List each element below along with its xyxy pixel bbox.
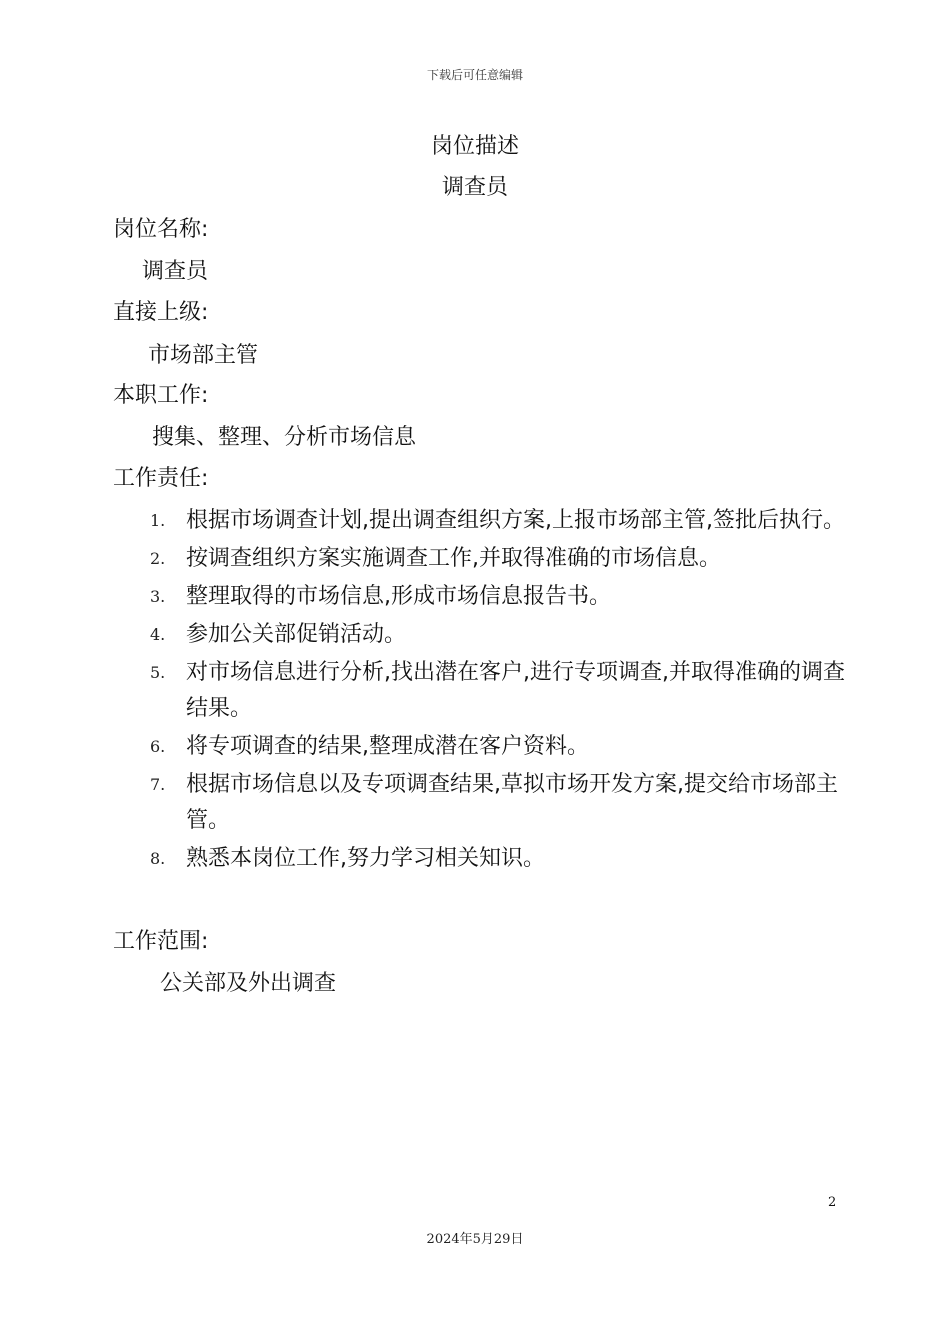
- list-item: [150, 503, 850, 539]
- core-work-label: 本职工作:: [113, 383, 209, 408]
- list-item-text: 整理取得的市场信息,形成市场信息报告书。: [186, 584, 611, 609]
- list-item: [150, 767, 850, 839]
- list-item-number: 5.: [150, 663, 166, 682]
- list-item: [150, 729, 850, 765]
- list-item: [150, 841, 850, 877]
- list-item-text: 熟悉本岗位工作,努力学习相关知识。: [186, 846, 545, 871]
- list-item-text: 根据市场调查计划,提出调查组织方案,上报市场部主管,签批后执行。: [186, 508, 845, 533]
- list-item-text: 将专项调查的结果,整理成潜在客户资料。: [186, 734, 589, 759]
- list-item-text: 根据市场信息以及专项调查结果,草拟市场开发方案,提交给市场部主管。: [186, 772, 838, 833]
- list-item-number: 7.: [150, 775, 166, 794]
- list-item-number: 2.: [150, 549, 166, 568]
- list-item-number: 3.: [150, 587, 166, 606]
- footer-date: 2024年5月29日: [426, 1232, 524, 1247]
- list-item-number: 8.: [150, 849, 166, 868]
- list-item: [150, 579, 850, 615]
- document-title: 岗位描述: [430, 134, 519, 159]
- list-item-number: 4.: [150, 625, 166, 644]
- list-item: [150, 617, 850, 653]
- supervisor-label: 直接上级:: [113, 300, 209, 325]
- core-work-value: 搜集、整理、分析市场信息: [152, 425, 417, 450]
- page-number: 2: [828, 1195, 837, 1210]
- list-item-text: 按调查组织方案实施调查工作,并取得准确的市场信息。: [186, 546, 721, 571]
- scope-label: 工作范围:: [113, 929, 209, 954]
- position-name-label: 岗位名称:: [113, 217, 209, 242]
- responsibilities-label: 工作责任:: [113, 466, 209, 491]
- position-name-value: 调查员: [142, 259, 209, 284]
- list-item: [150, 655, 850, 727]
- responsibilities-list: [150, 503, 850, 879]
- list-item-number: 6.: [150, 737, 166, 756]
- list-item-text: 对市场信息进行分析,找出潜在客户,进行专项调查,并取得准确的调查结果。: [186, 660, 845, 721]
- supervisor-value: 市场部主管: [148, 343, 259, 368]
- header-note: 下载后可任意编辑: [426, 68, 523, 82]
- list-item: [150, 541, 850, 577]
- document-subtitle: 调查员: [441, 175, 508, 200]
- list-item-text: 参加公关部促销活动。: [186, 622, 407, 647]
- list-item-number: 1.: [150, 511, 166, 530]
- scope-value: 公关部及外出调查: [160, 971, 337, 996]
